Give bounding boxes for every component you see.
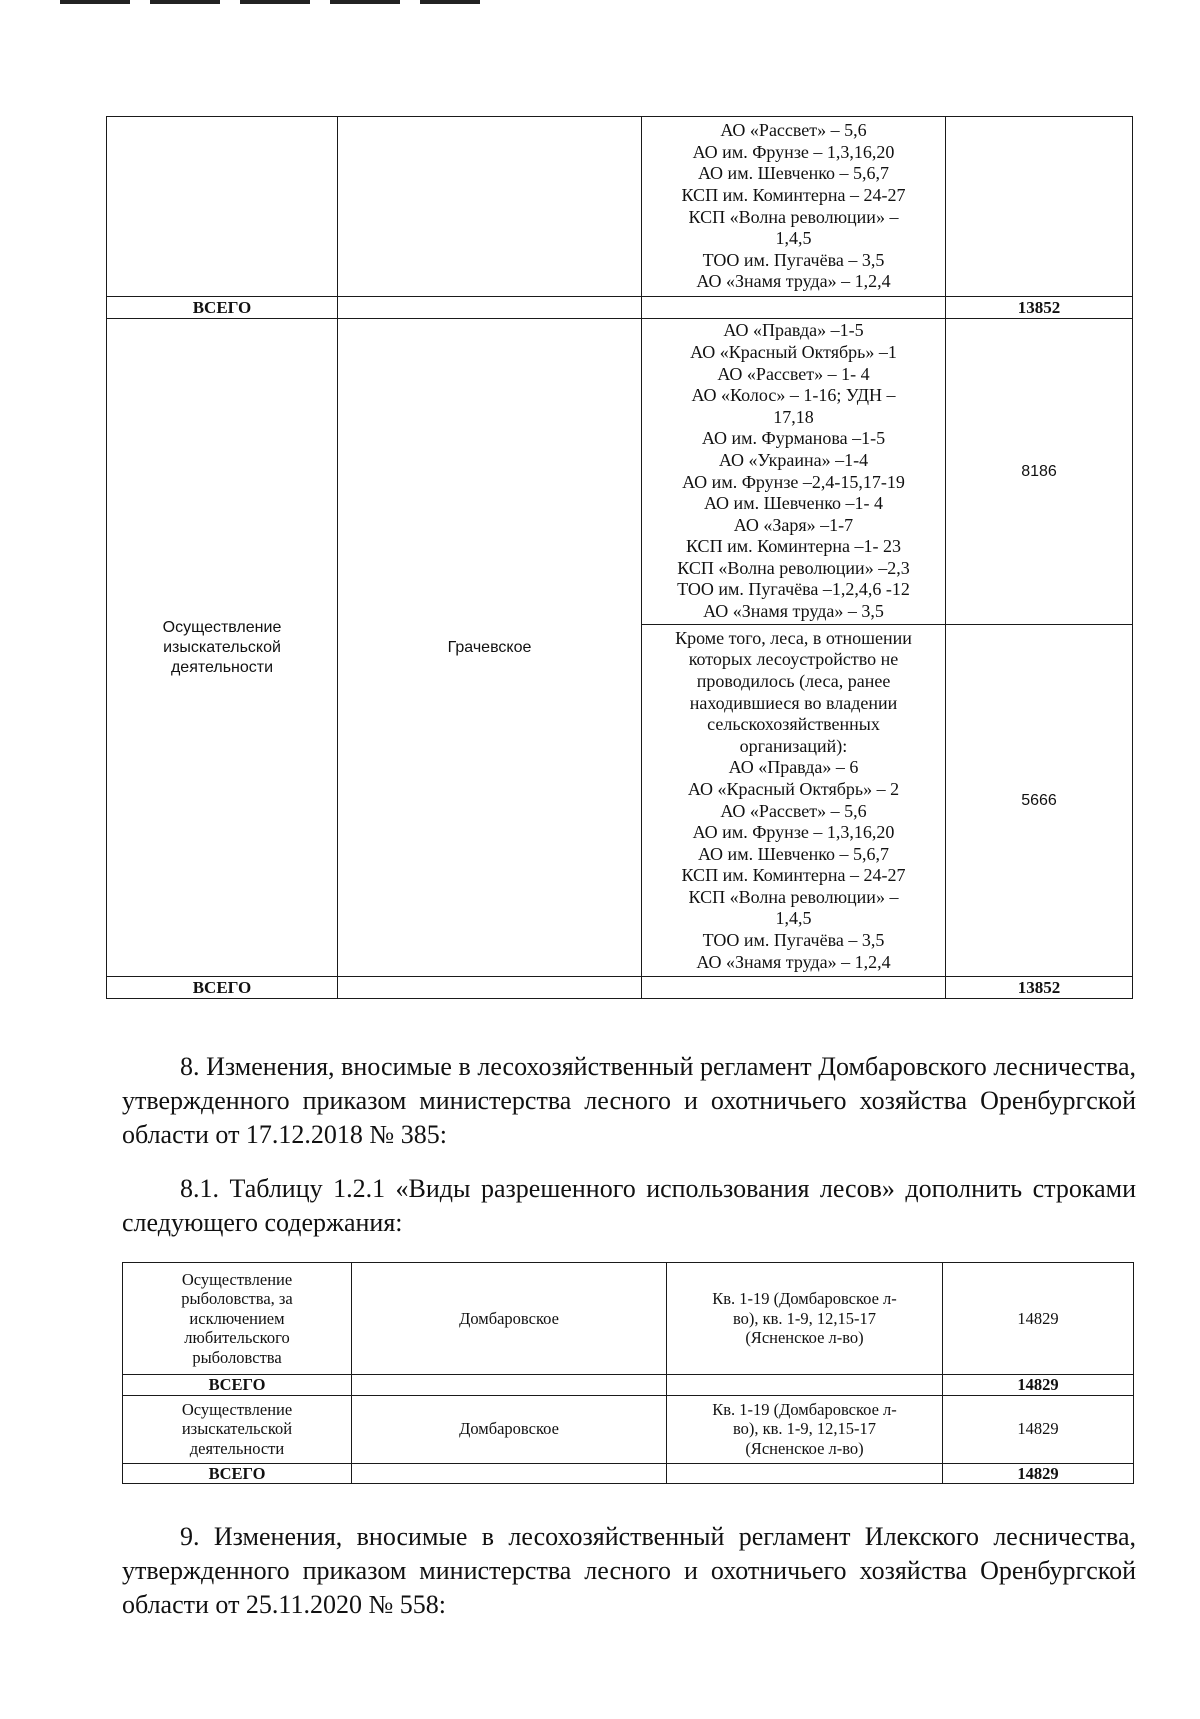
table-row — [123, 1263, 1134, 1375]
forest-use-table-dombarovskoe — [122, 1262, 1134, 1484]
total-row — [123, 1375, 1134, 1396]
area-value: 5666 — [946, 625, 1133, 977]
quarters-cell: Кв. 1-19 (Домбаровское л- во), кв. 1-9, 12,15-17 (Ясненское л-во) — [667, 1395, 943, 1463]
scan-top-mark — [60, 0, 480, 4]
quarters-cell: Кв. 1-19 (Домбаровское л- во), кв. 1-9, 12,15-17 (Ясненское л-во) — [667, 1263, 943, 1375]
activity-cell: Осуществление изыскательской деятельности — [107, 319, 338, 977]
table-row — [107, 319, 1133, 625]
forest-use-table-grachevskoe — [106, 116, 1133, 999]
table-row — [123, 1395, 1134, 1463]
organization-list: АО «Правда» –1-5 АО «Красный Октябрь» –1 АО «Рассвет» – 1- 4 АО «Колос» – 1-16; УДН – 17,18 АО им. Фурманова –1-5 АО «Украина» –1-4 АО им. Фрунзе –2,4-15,17-19 АО им. Шевченко –1- 4 АО «Заря» –1-7 КСП им. Коминтерна –1- 23 КСП «Волна революции» –2,3 ТОО им. Пугачёва –1,2,4,6 -12 АО «Знамя труда» – 3,5 — [642, 319, 946, 625]
paragraph-8-1: 8.1. Таблицу 1.2.1 «Виды разрешенного использования лесов» дополнить строками следующего содержания: — [122, 1174, 1136, 1237]
total-value: 14829 — [943, 1375, 1134, 1396]
forestry-cell: Домбаровское — [352, 1263, 667, 1375]
forestry-cell: Грачевское — [338, 319, 642, 977]
total-value: 13852 — [946, 977, 1133, 999]
organization-list: Кроме того, леса, в отношении которых лесоустройство не проводилось (леса, ранее находившиеся во владении сельскохозяйственных организаций): АО «Правда» – 6 АО «Красный Октябрь» – 2 АО «Рассвет» – 5,6 АО им. Фрунзе – 1,3,16,20 АО им. Шевченко – 5,6,7 КСП им. Коминтерна – 24-27 КСП «Волна революции» – 1,4,5 ТОО им. Пугачёва – 3,5 АО «Знамя труда» – 1,2,4 — [642, 625, 946, 977]
forestry-cell: Домбаровское — [352, 1395, 667, 1463]
paragraph-9: 9. Изменения, вносимые в лесохозяйственный регламент Илекского лесничества, утвержденного приказом министерства лесного и охотничьего хозяйства Оренбургской области от 25.11.2020 № 558: — [122, 1522, 1136, 1619]
total-row — [107, 977, 1133, 999]
total-value: 13852 — [946, 297, 1133, 319]
area-value: 14829 — [943, 1395, 1134, 1463]
area-value: 8186 — [946, 319, 1133, 625]
table-row — [107, 117, 1133, 297]
total-label: ВСЕГО — [107, 297, 338, 319]
total-value: 14829 — [943, 1463, 1134, 1484]
activity-cell: Осуществление изыскательской деятельности — [123, 1395, 352, 1463]
total-row — [107, 297, 1133, 319]
total-row — [123, 1463, 1134, 1484]
total-label: ВСЕГО — [123, 1463, 352, 1484]
paragraph-8: 8. Изменения, вносимые в лесохозяйственный регламент Домбаровского лесничества, утвержденного приказом министерства лесного и охотничьего хозяйства Оренбургской области от 17.12.2018 № 385: — [122, 1052, 1136, 1149]
area-value: 14829 — [943, 1263, 1134, 1375]
organization-list: АО «Рассвет» – 5,6 АО им. Фрунзе – 1,3,16,20 АО им. Шевченко – 5,6,7 КСП им. Коминтерна – 24-27 КСП «Волна революции» – 1,4,5 ТОО им. Пугачёва – 3,5 АО «Знамя труда» – 1,2,4 — [642, 117, 946, 297]
activity-cell: Осуществление рыболовства, за исключением любительского рыболовства — [123, 1263, 352, 1375]
total-label: ВСЕГО — [123, 1375, 352, 1396]
total-label: ВСЕГО — [107, 977, 338, 999]
